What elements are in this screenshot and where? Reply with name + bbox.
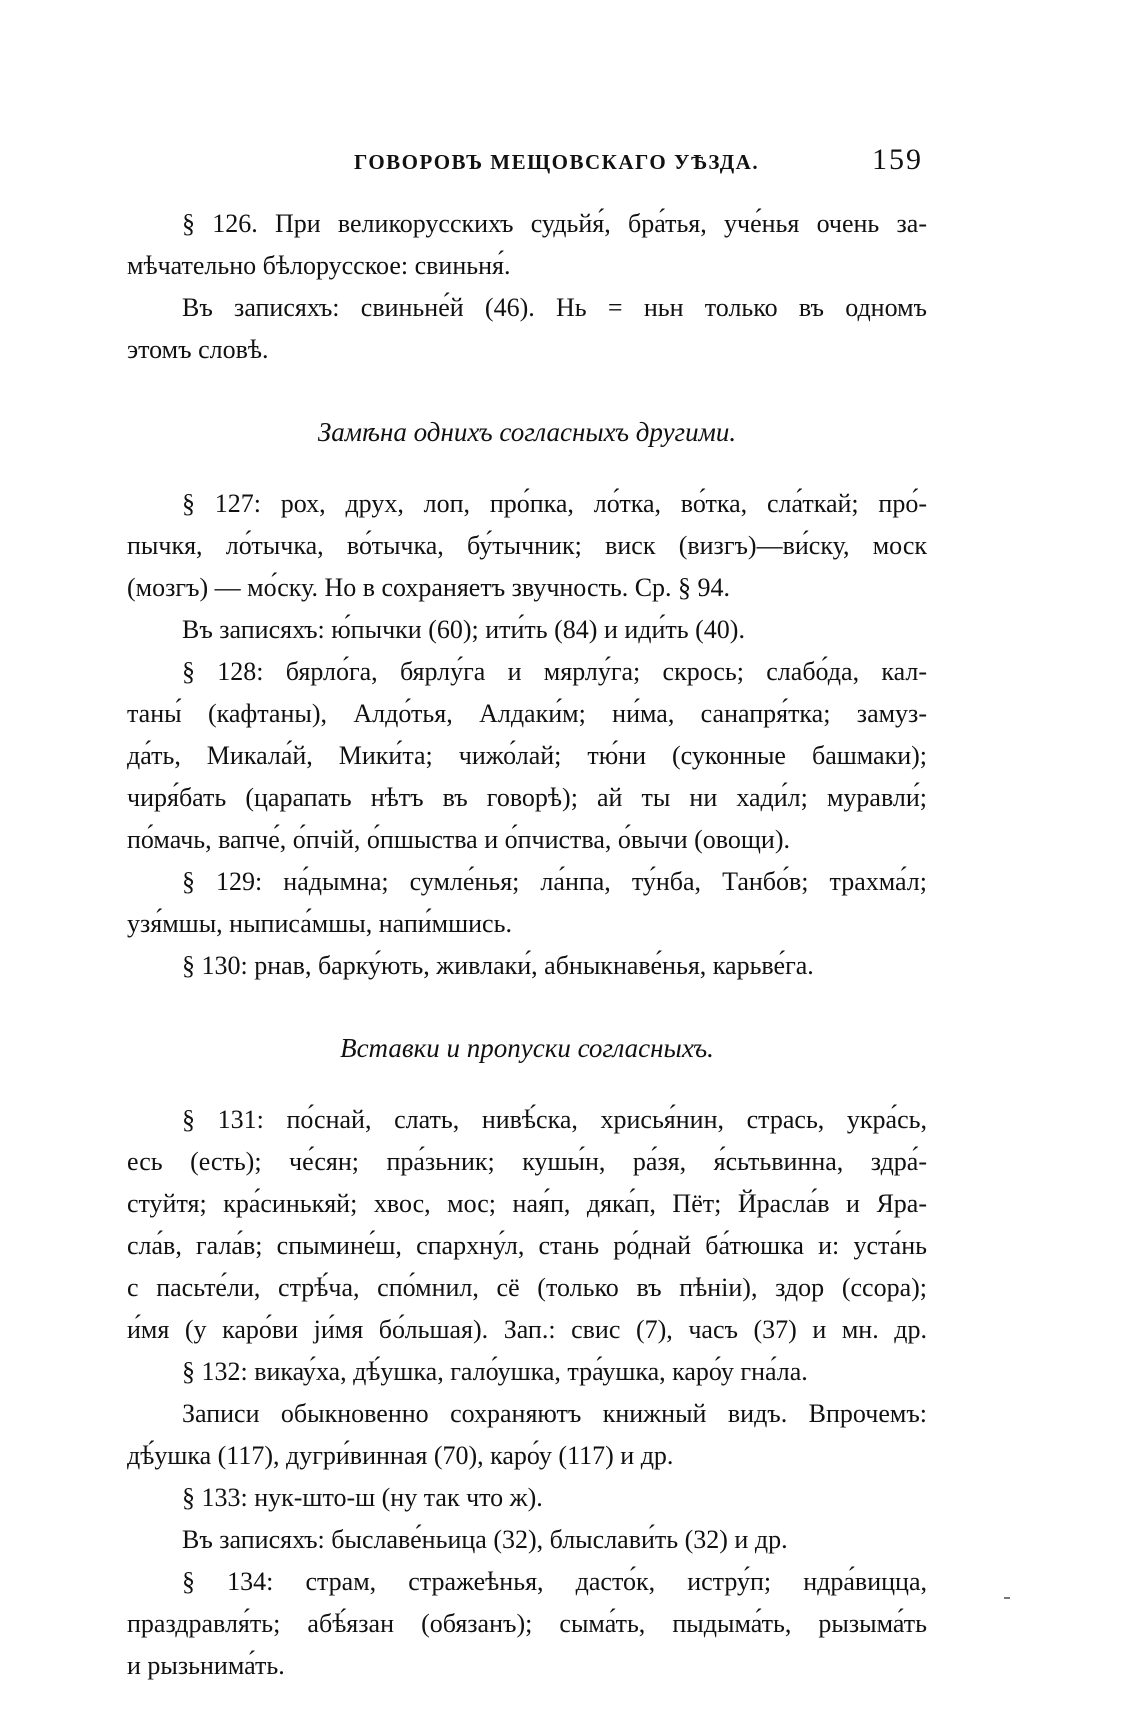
text-line: § 130: рнав, барку́ють, живлаки́, абныкнаве́нья, карьве́га. xyxy=(182,951,814,980)
text-line: узя́мшы, ныписа́мшы, напи́мшись. xyxy=(127,909,512,938)
text-line: да́ть, Микала́й, Мики́та; чижо́лай; тю́ни (суконные башмаки); xyxy=(127,741,927,770)
paragraph-129 xyxy=(127,861,927,945)
paragraph-128 xyxy=(127,651,927,861)
spacer xyxy=(127,987,927,1027)
paragraph-131 xyxy=(127,1099,927,1351)
text-line: Въ записяхъ: быславе́ньица (32), блыслави́ть (32) и др. xyxy=(182,1525,788,1554)
text-line: с пасьте́ли, стрѣ́ча, спо́мнил, сё (только въ пѣніи), здор (ссора); xyxy=(127,1273,927,1302)
text-line: чиря́бать (царапать нѣтъ въ говорѣ); ай ты ни хади́л; муравли́; xyxy=(127,783,927,812)
text-line: § 129: на́дымна; сумле́нья; ла́нпа, ту́нба, Танбо́в; трахма́л; xyxy=(182,867,927,896)
paragraph-132 xyxy=(127,1351,927,1477)
text-line: мѣчательно бѣлорусское: свиньня́. xyxy=(127,251,511,280)
text-line: § 128: бярло́га, бярлу́га и мярлу́га; скрось; слабо́да, кал- xyxy=(182,657,927,686)
text-line: § 132: викау́ха, дѣ́ушка, гало́ушка, тра́ушка, каро́у гна́ла. xyxy=(182,1357,808,1386)
spacer xyxy=(127,453,927,483)
paragraph-133 xyxy=(127,1477,927,1561)
text-line: таны́ (кафтаны), Алдо́тья, Алдаки́м; ни́ма, санапря́тка; замуз- xyxy=(127,699,927,728)
running-header: ГОВОРОВЪ МЕЩОВСКАГО УѢЗДА. xyxy=(354,150,760,174)
text-line: есь (есть); че́сян; пра́зьник; кушы́н, ра́зя, я́сьтьвинна, здра́- xyxy=(127,1147,927,1176)
page-number: 159 xyxy=(872,143,923,176)
page-body xyxy=(127,203,927,1687)
text-line: и́мя (у каро́ви ји́мя бо́льшая). Зап.: свис (7), часъ (37) и мн. др. xyxy=(127,1315,927,1344)
paragraph-134 xyxy=(127,1561,927,1687)
text-line: § 133: нук-што-ш (ну так что ж). xyxy=(182,1483,543,1512)
section-heading: Замѣна однихъ согласныхъ другими. xyxy=(317,417,737,447)
text-line: сла́в, гала́в; спымине́ш, спархну́л, стань ро́днай ба́тюшка и: уста́нь xyxy=(127,1231,927,1260)
spacer xyxy=(127,1069,927,1099)
text-line: и рызьнима́ть. xyxy=(127,1651,285,1680)
text-line: § 127: рох, друх, лоп, про́пка, ло́тка, во́тка, сла́ткай; про́- xyxy=(182,489,927,518)
text-line: (мозгъ) — мо́ску. Но в сохраняетъ звучность. Ср. § 94. xyxy=(127,573,731,602)
text-line: по́мачь, вапче́, о́пчій, о́пшыства и о́пчиства, о́вычи (овощи). xyxy=(127,825,790,854)
section-heading: Вставки и пропуски согласныхъ. xyxy=(340,1033,714,1063)
text-line: стуйтя; кра́синькяй; хвос, мос; ная́п, дяка́п, Пёт; Йрасла́в и Яра- xyxy=(127,1189,927,1218)
paragraph-127 xyxy=(127,483,927,651)
text-line: пычкя, ло́тычка, во́тычка, бу́тычник; виск (визгъ)—ви́ску, моск xyxy=(127,531,927,560)
text-line: дѣ́ушка (117), дугри́винная (70), каро́у (117) и др. xyxy=(127,1441,674,1470)
text-line: § 134: страм, стражеѣнья, дасто́к, истру́п; ндра́вицца, xyxy=(182,1567,927,1596)
text-line: Въ записяхъ: ю́пычки (60); ити́ть (84) и иди́ть (40). xyxy=(182,615,745,644)
text-line: Въ записяхъ: свиньне́й (46). Нь = ньн только въ одномъ xyxy=(182,293,927,322)
spacer xyxy=(127,371,927,411)
text-line: Записи обыкновенно сохраняютъ книжный видъ. Впрочемъ: xyxy=(182,1399,927,1428)
text-line: § 126. При великорусскихъ судьйя́, бра́тья, уче́нья очень за- xyxy=(182,209,927,238)
text-line: § 131: по́снай, слать, нивѣ́ска, хрисья́нин, стрась, укра́сь, xyxy=(182,1105,927,1134)
text-line: праздравля́ть; абѣ́язан (обязанъ); сыма́ть, пыдыма́ть, рызыма́ть xyxy=(127,1609,927,1638)
paragraph-126 xyxy=(127,203,927,371)
text-line: этомъ словѣ. xyxy=(127,335,269,364)
paragraph-130 xyxy=(127,945,927,987)
print-speck xyxy=(1004,1597,1010,1599)
